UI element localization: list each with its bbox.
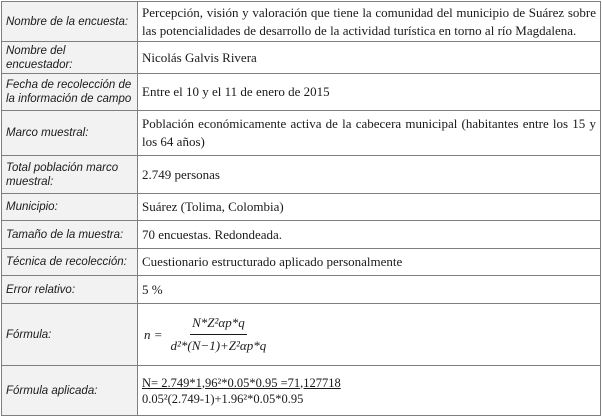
row-label: Municipio: <box>2 194 138 221</box>
table-row <box>2 304 601 366</box>
technique-value: Cuestionario estructurado aplicado personalmente <box>138 249 601 276</box>
sample-size-formula <box>142 314 596 355</box>
municipality-value: Suárez (Tolima, Colombia) <box>138 194 601 221</box>
applied-formula-cell <box>138 366 601 416</box>
survey-technical-sheet <box>1 1 601 416</box>
row-label: Fecha de recolección de la información de campo <box>2 74 138 111</box>
row-label: Total población marco muestral: <box>2 156 138 194</box>
table-row <box>2 74 601 111</box>
table-row <box>2 2 601 42</box>
row-label: Fórmula: <box>2 304 138 366</box>
row-label: Marco muestral: <box>2 111 138 156</box>
formula-lhs: n = <box>144 326 163 342</box>
formula-fraction <box>169 314 269 355</box>
table-row <box>2 194 601 221</box>
table-row <box>2 111 601 156</box>
relative-error-value: 5 % <box>138 276 601 304</box>
table-row <box>2 366 601 416</box>
row-label: Nombre del encuestador: <box>2 42 138 74</box>
table-row <box>2 221 601 249</box>
formula-numerator: N*Z²αp*q <box>190 314 247 335</box>
table-row <box>2 42 601 74</box>
sample-frame-value: Población económicamente activa de la cabecera municipal (habitantes entre los 15 y los 64 años) <box>138 111 601 156</box>
table-row <box>2 249 601 276</box>
row-label: Fórmula aplicada: <box>2 366 138 416</box>
formula-cell <box>138 304 601 366</box>
row-label: Error relativo: <box>2 276 138 304</box>
table-row <box>2 276 601 304</box>
population-value: 2.749 personas <box>138 156 601 194</box>
row-label: Nombre de la encuesta: <box>2 2 138 42</box>
date-value: Entre el 10 y el 11 de enero de 2015 <box>138 74 601 111</box>
sample-size-value: 70 encuestas. Redondeada. <box>138 221 601 249</box>
surveyor-value: Nicolás Galvis Rivera <box>138 42 601 74</box>
table-row <box>2 156 601 194</box>
formula-denominator: d²*(N−1)+Z²αp*q <box>170 338 267 353</box>
applied-formula-denominator: 0.05²(2.749-1)+1.96²*0.05*0.95 <box>142 391 304 406</box>
survey-name-value: Percepción, visión y valoración que tiene la comunidad del municipio de Suárez sobre las potencialidades de desarrollo de la actividad turística en torno al río Magdalena. <box>138 2 601 42</box>
applied-formula-numerator: N= 2.749*1,96²*0.05*0.95 =71,127718 <box>142 375 341 390</box>
row-label: Tamaño de la muestra: <box>2 221 138 249</box>
row-label: Técnica de recolección: <box>2 249 138 276</box>
